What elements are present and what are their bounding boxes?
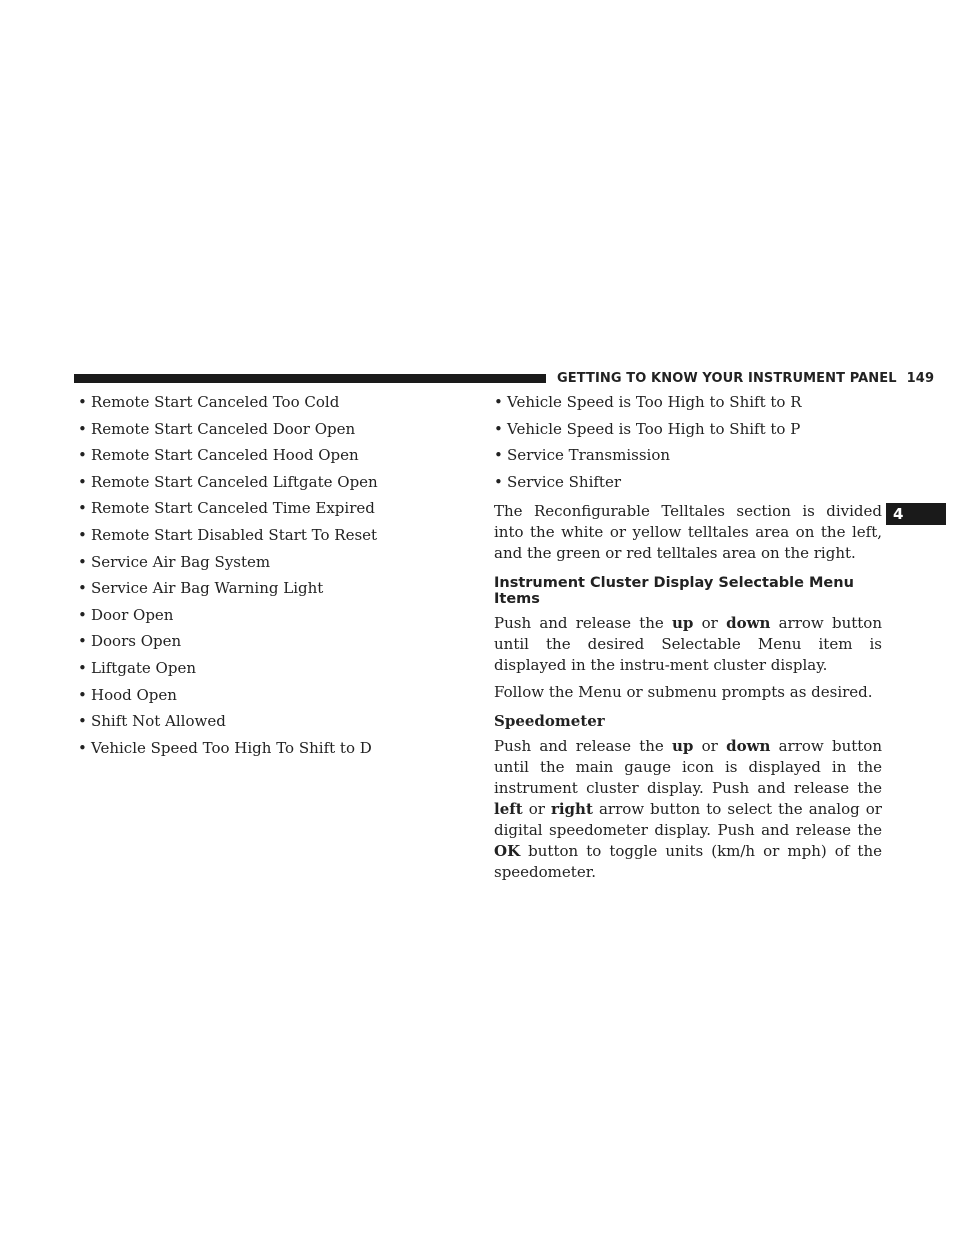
right-column xyxy=(494,389,882,883)
header-rule xyxy=(74,374,546,383)
speedometer-paragraph: Push and release the up or down arrow button until the main gauge icon is displayed in the instrument cluster display. Push and release the left or right arrow button to select the analog or digital speedometer display. Push and release the OK button to toggle units (km/h or mph) of the speedometer. xyxy=(494,737,882,882)
page-number: 149 xyxy=(906,371,935,386)
list-item: • Remote Start Disabled Start To Reset xyxy=(78,525,378,544)
list-item: • Service Transmission xyxy=(494,446,671,465)
list-item: • Vehicle Speed is Too High to Shift to R xyxy=(494,393,802,411)
list-item: • Remote Start Canceled Hood Open xyxy=(78,446,359,465)
left-bullet-list xyxy=(78,389,458,761)
right-bullet-list xyxy=(494,389,882,495)
telltales-paragraph: The Reconfigurable Telltales section is divided into the white or yellow telltales area on the left, and the green or red telltales area on the right. xyxy=(494,502,882,563)
chapter-tab: 4 xyxy=(886,503,946,525)
list-item: • Service Air Bag Warning Light xyxy=(78,579,324,598)
list-item: • Vehicle Speed Too High To Shift to D xyxy=(78,738,372,757)
page-header xyxy=(557,371,934,386)
section-heading: Instrument Cluster Display Selectable Menu Items xyxy=(494,575,854,608)
header-title: GETTING TO KNOW YOUR INSTRUMENT PANEL xyxy=(557,371,897,386)
list-item: • Remote Start Canceled Time Expired xyxy=(78,499,375,518)
list-item: • Remote Start Canceled Too Cold xyxy=(78,393,340,411)
left-column xyxy=(78,389,458,761)
list-item: • Hood Open xyxy=(78,685,177,704)
list-item: • Remote Start Canceled Liftgate Open xyxy=(78,472,378,491)
menu-paragraph: Push and release the up or down arrow button until the desired Selectable Menu item is displayed in the instru-ment cluster display. xyxy=(494,614,882,675)
list-item: • Service Shifter xyxy=(494,472,622,491)
list-item: • Vehicle Speed is Too High to Shift to P xyxy=(494,419,801,438)
list-item: • Liftgate Open xyxy=(78,658,196,677)
follow-paragraph: Follow the Menu or submenu prompts as desired. xyxy=(494,683,873,702)
list-item: • Door Open xyxy=(78,605,174,624)
list-item: • Shift Not Allowed xyxy=(78,712,226,731)
speedometer-heading: Speedometer xyxy=(494,712,605,731)
list-item: • Service Air Bag System xyxy=(78,552,271,571)
list-item: • Doors Open xyxy=(78,632,182,651)
list-item: • Remote Start Canceled Door Open xyxy=(78,419,356,438)
